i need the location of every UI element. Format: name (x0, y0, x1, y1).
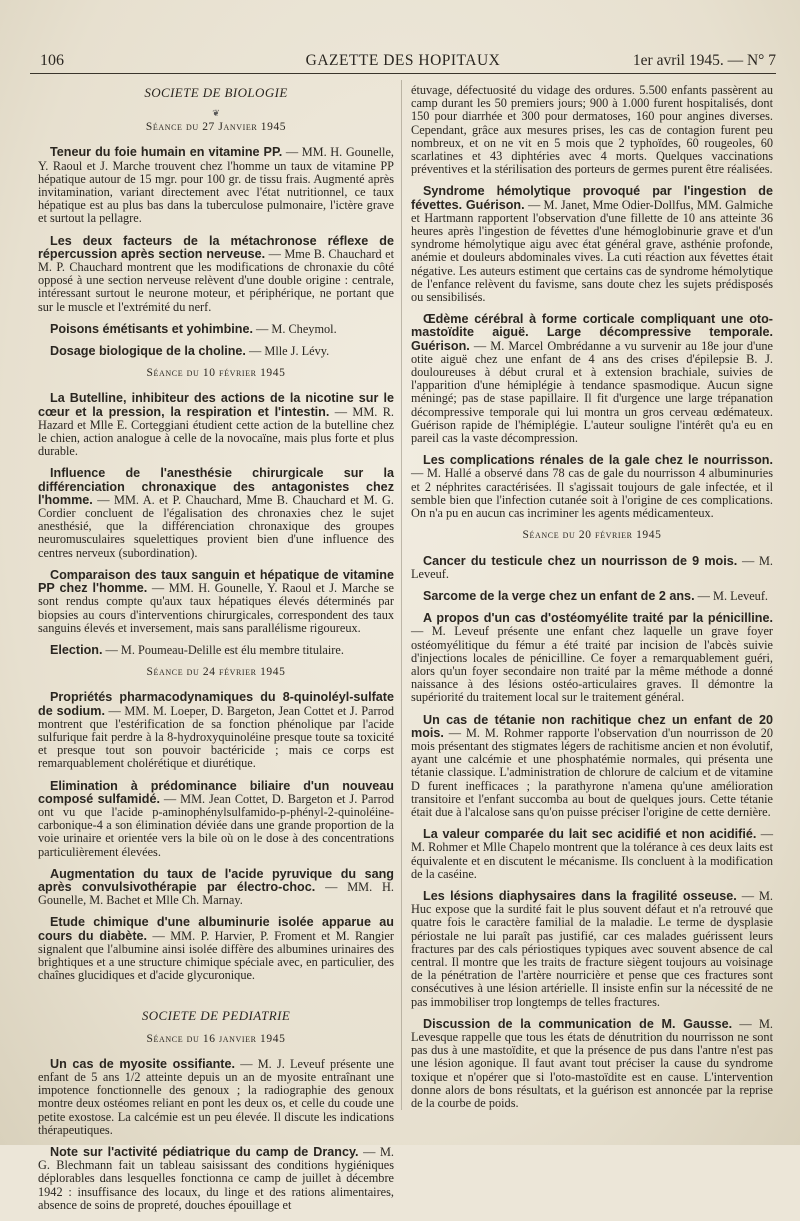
entry-text: — MM. M. Loeper, D. Bargeton, Jean Cottet et J. Parrod montrent que l'estérification de sa fonction phénolique par l'acide sulfurique fait perdre à la 8-hydroxyquinoléine presque toute sa toxicité et presque tout son pouvoir bactéricide ; mais ce corps est remarquablement cholérétique et diurétique. (38, 703, 394, 771)
entry-text: — M. Rohmer et Mlle Chapelo montrent que la tolérance à ces deux laits est équivalente et en discutent le mécanisme. Ils concluent à la modification de la caséine. (411, 827, 773, 881)
abstract-entry (38, 235, 394, 314)
entry-text: — M. Cheymol. (252, 321, 337, 336)
entry-title: Syndrome hémolytique provoqué par l'ingestion de févettes. Guérison. (411, 184, 773, 212)
entry-title: Etude chimique d'une albuminurie isolée apparue au cours du diabète. (38, 915, 394, 943)
abstract-entry (38, 691, 394, 770)
abstract-entry (411, 612, 773, 704)
entry-text: — M. Leveuf. (411, 553, 773, 581)
page-number: 106 (40, 52, 64, 69)
entry-title: Poisons émétisants et yohimbine. (50, 321, 253, 336)
entry-title: Comparaison des taux sanguin et hépatique de vitamine PP chez l'homme. (38, 567, 394, 596)
entry-text: — MM. H. Gounelle, M. Bachet et Mlle Ch. Marnay. (38, 879, 394, 908)
abstract-entry (38, 345, 394, 358)
entry-title: Teneur du foie humain en vitamine PP. (50, 145, 283, 160)
abstract-entry (38, 644, 394, 657)
left-column (38, 84, 394, 1221)
entry-text: — Mme B. Chauchard et M. P. Chauchard montrent que les modifications de chronaxie du côté opposé à une section nerveuse relèvent d'une double origine : centrale, intéressant surtout le neurone moteur, et périphérique, ne portant que sur le muscle et l'extrémité du nerf. (38, 246, 394, 314)
journal-title: GAZETTE DES HOPITAUX (305, 52, 501, 69)
entry-title: Les lésions diaphysaires dans la fragilité osseuse. (423, 888, 737, 903)
entry-title: Les complications rénales de la gale chez le nourrisson. (423, 453, 773, 468)
entry-text: — M. Leveuf. (694, 588, 768, 603)
entry-title: Sarcome de la verge chez un enfant de 2 ans. (423, 588, 695, 603)
entry-title: Un cas de myosite ossifiante. (50, 1056, 235, 1071)
abstract-entry (411, 828, 773, 881)
entry-text: — M. Janet, Mme Odier-Dollfus, MM. Galmiche et Hartmann rapportent l'observation d'une fillette de 10 ans atteinte 36 heures après l'ingestion de févettes d'une hémoglobinurie grave et d'un syndrome hémolytique aigu avec état général grave, asthénie profonde, anémie et douleurs abdominales vives. La cuti réaction aux févettes était négative. Les auteurs estiment que certains cas de syndrome hémolytique de l'enfance relèvent du favisme, sans doute chez les sujets prédisposés ou sensibilisés. (411, 197, 773, 305)
entry-text: — M. Marcel Ombrédanne a vu survenir au 18e jour d'une otite aiguë chez une enfant de 4 ans des crises d'épilepsie B. J. douloureuses à début crural et à extension brachiale, suivies de l'apparition d'une hémiplégie à tendance spasmodique. Aucun signe méningé; pas de stase papillaire. Il fit d'urgence une large trépanation décompressive temporale qui lui montra un gros cerveau œdémateux. Guérison rapide de l'hémiplégie. L'auteur souligne l'intérêt qu'a eu en pareil cas la vaste décompression. (411, 338, 773, 446)
abstract-entry (411, 590, 773, 603)
ornament: ❦ (212, 108, 220, 119)
right-column (411, 84, 773, 1119)
entry-title: Propriétés pharmacodynamiques du 8-quinoléyl-sulfate de sodium. (38, 690, 394, 718)
entry-title: Les deux facteurs de la métachronose réflexe de répercussion après section nerveuse. (38, 233, 394, 261)
abstract-entry (411, 714, 773, 820)
entry-text: — MM. R. Hazard et Mlle E. Corteggiani étudient cette action de la butelline chez le chien, action analogue à celle de la novocaïne, mais plus forte et plus durable. (38, 404, 394, 459)
entry-title: La valeur comparée du lait sec acidifié et non acidifié. (423, 827, 757, 842)
entry-text: — M. Hallé a observé dans 78 cas de gale du nourrisson 4 albuminuries et 2 néphrites caractérisées. Il s'agissait toujours de gale infectée, et il semble bien que l'infection cutanée soit à l'origine de ces complications. On n'a pu en aucun cas incriminer les agents médicamenteux. (411, 466, 773, 521)
entry-text: — M. G. Blechmann fait un tableau saisissant des conditions hygiéniques déplorables dans lesquelles fonctionna ce camp de juillet à décembre 1942 : insuffisance des locaux, du linge et des rations alimentaires, absence de soins de propreté, douches épouillage et (38, 1145, 394, 1212)
entry-title: A propos d'un cas d'ostéomyélite traité par la pénicilline. (423, 611, 773, 626)
entry-text: — M. Leveuf présente une enfant chez laquelle un grave foyer ostéomyélitique du fémur a été traité par incision de l'abcès suivie d'injections locales de pénicilline. Ce foyer a remarquablement guéri, alors qu'un foyer secondaire non traité par la même méthode a donné naissance à des lésions ostéo-articulaires graves. Il démontre la supériorité du traitement local sur le traitement général. (411, 624, 773, 705)
entry-text: — M. M. Rohmer rapporte l'observation d'un nourrisson de 20 mois présentant des stigmates légers de rachitisme ancien et non évolutif, ayant une calcémie et une phosphatémie normales, qui présenta une tétanie classique. L'administration de chlorure de calcium et de vitamine D furent inefficaces ; la parathyrone n'amena qu'une amélioration transitoire et l'enfant succomba au bout de quelques jours. Cette tétanie était due à l'alcalose sans qu'on puisse préciser l'origine de cette dernière. (411, 725, 773, 819)
entry-title: Œdème cérébral à forme corticale compliquant une oto-mastoïdite aiguë. Large décompressive temporale. Guérison. (411, 312, 773, 353)
entry-title: Influence de l'anesthésie chirurgicale sur la différenciation chronaxique des antagonistes chez l'homme. (38, 466, 394, 507)
session-heading: Séance du 27 Janvier 1945 (145, 121, 287, 134)
entry-title: Note sur l'activité pédiatrique du camp de Drancy. (50, 1145, 359, 1159)
abstract-entry (38, 569, 394, 635)
abstract-entry (411, 890, 773, 1009)
session-heading: Séance du 24 février 1945 (146, 666, 286, 679)
entry-title: Cancer du testicule chez un nourrisson de 9 mois. (423, 553, 738, 568)
abstract-entry (38, 1146, 394, 1212)
entry-text: — MM. A. et P. Chauchard, Mme B. Chauchard et M. G. Cordier concluent de l'égalisation des chronaxies chez le sujet anesthésié, que la différenciation chronaxique des groupes neuromusculaires squelettiques provient bien d'une influence des centres nerveux (subordination). (38, 492, 394, 560)
entry-text: — M. Poumeau-Delille est élu membre titulaire. (102, 642, 344, 657)
session-heading: Séance du 10 février 1945 (146, 367, 286, 380)
abstract-entry (38, 868, 394, 908)
abstract-entry (411, 555, 773, 581)
section-title: SOCIETE DE BIOLOGIE (144, 85, 288, 100)
entry-text: — M. Huc expose que la surdité fait le plus souvent défaut et n'a retrouvé que quatre fois le caractère familial de la maladie. Le terme de dysplasie périostale ne lui paraît pas justifié, car ces malades guérissent leurs fractures par des cals périostiques typiques avec souvent absence de cal central. Il montre que les traits de fracture siègent toujours au voisinage de la pénétration de l'artère nourricière et pense que ces fractures sont consécutives à une lésion artérielle. Il insiste enfin sur la nécessité de ne pas immobiliser trop longtemps de telles fractures. (411, 888, 773, 1009)
entry-title: Dosage biologique de la choline. (50, 344, 246, 359)
entry-text: — M. Levesque rappelle que tous les états de dénutrition du nourrisson ne sont pas dus à une mastoïdite, et que la présence de pus dans l'antre n'est pas une lésion agonique. Il faut avant tout préciser la cause du syndrome toxique et n'opérer que si l'oto-mastoïdite est en cause. L'intervention donne alors de bons résultats, et la guérison est annoncée par la reprise de la courbe de poids. (411, 1016, 773, 1111)
abstract-entry (38, 1058, 394, 1137)
entry-text: — MM. H. Gounelle, Y. Raoul et J. Marche trouvent chez l'homme un taux de vitamine PP hépatique autour de 15 mgr. pour 100 gr. de tissu frais. Augmenté après invitamination, variant directement avec l'état nutritionnel, ce taux hépatique est au plus bas dans la tuberculose pulmonaire, l'ictère grave et surtout la pellagre. (38, 145, 395, 226)
entry-text: — Mlle J. Lévy. (245, 344, 330, 359)
entry-title: Elimination à prédominance biliaire d'un nouveau composé sulfamidé. (38, 778, 394, 806)
abstract-entry (411, 185, 773, 304)
entry-text: — MM. Jean Cottet, D. Bargeton et J. Parrod ont vu que l'acide p-aminophénylsulfamido-p-phényl-2-quinoléine-carbonique-4 a son élimination déviée dans une grande proportion de la voie urinaire et orientée vers la bile où on le dose à des concentrations particulièrement élevées. (38, 791, 394, 859)
session-heading: Séance du 20 février 1945 (522, 529, 662, 542)
entry-text: — M. J. Leveuf présente une enfant de 5 ans 1/2 atteinte depuis un an de myosite entraînant une impotence fonctionnelle des genoux ; la radiographie des genoux montre deux ostéomes reliant en pont les deux os, et celle du coude une petite exostose. La calcémie est un peu élevée. Il discute les indications thérapeutiques. (38, 1056, 395, 1137)
entry-title: La Butelline, inhibiteur des actions de la nicotine sur le cœur et la pression, la respiration et l'intestin. (38, 391, 394, 419)
entry-text: — MM. P. Harvier, P. Froment et M. Rangier signalent que l'albumine ainsi isolée diffère des albumines urinaires des brightiques et a une structure chimique spéciale avec, en particulier, des chaînes glucidiques et d'acide glycuronique. (38, 928, 394, 983)
entry-title: Augmentation du taux de l'acide pyruvique du sang après convulsivothérapie par électro-choc. (38, 866, 394, 894)
abstract-entry (38, 780, 394, 859)
abstract-entry (411, 454, 773, 520)
abstract-entry (38, 146, 394, 225)
continued-text: étuvage, défectuosité du vidage des ordures. 5.500 enfants passèrent au camp durant les 50 premiers jours; 900 à 1.000 furent hospitalisés, dont 150 pour diarrhée et 300 pour dermatoses, 160 pour angines diverses. Cependant, grâce aux mesures prises, les cas de contagion furent peu nombreux, et on ne vit en 5 mois que 2 typhoïdes, 60 rougeoles, 60 scarlatines et 43 diphtéries avec 4 morts. Quelques vaccinations préventives et la stérilisation des porteurs de germes purent être réalisées. (411, 83, 773, 177)
abstract-entry (38, 467, 394, 559)
entry-title: Election. (50, 642, 103, 657)
abstract-entry (38, 916, 394, 982)
session-heading: Séance du 16 janvier 1945 (146, 1032, 286, 1045)
abstract-entry (411, 1018, 773, 1110)
section-title: SOCIETE DE PEDIATRIE (141, 1008, 291, 1024)
entry-title: Un cas de tétanie non rachitique chez un enfant de 20 mois. (411, 712, 773, 740)
issue-date: 1er avril 1945. — N° 7 (632, 52, 776, 69)
page-header (30, 50, 776, 74)
abstract-entry (411, 313, 773, 445)
abstract-entry (38, 323, 394, 336)
entry-title: Discussion de la communication de M. Gausse. (423, 1016, 733, 1031)
column-divider (401, 80, 402, 1110)
abstract-entry (38, 392, 394, 458)
entry-text: — MM. H. Gounelle, Y. Raoul et J. Marche se sont rendus compte qu'aux taux hépatiques élevés déterminés par biopsies au cours d'interventions chirurgicales, correspondent des taux sanguins élevés et inversement, mais sans parallélisme rigoureux. (38, 581, 394, 635)
